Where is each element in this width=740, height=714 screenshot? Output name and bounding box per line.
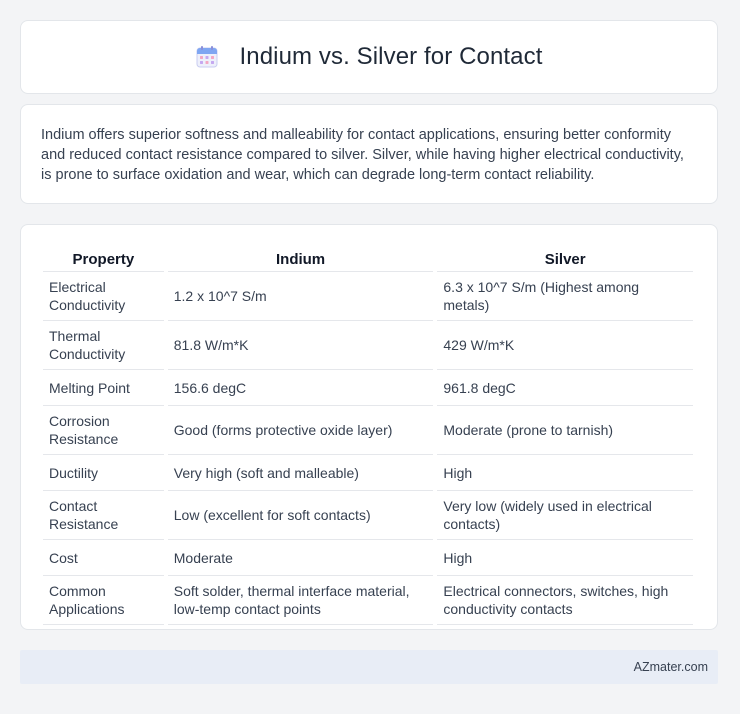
page-title: Indium vs. Silver for Contact (239, 43, 543, 70)
table-header-row (43, 245, 693, 272)
table-row (43, 321, 693, 370)
table-row (43, 406, 693, 455)
table-cell-silver: Electrical connectors, switches, high conductivity contacts (437, 576, 693, 625)
header-silver: Silver (437, 245, 693, 272)
table-cell-silver: High (437, 540, 693, 576)
table-cell-property: Melting Point (43, 370, 164, 406)
header-property: Property (43, 245, 164, 272)
footer-bar (20, 650, 718, 684)
title-row (195, 43, 542, 71)
summary-text: Indium offers superior softness and malleability for contact applications, ensuring better conformity and reduced contact resistance compared to silver. Silver, while having higher electrical conductivity, is prone to surface oxidation and wear, which can degrade long-term contact reliability. (41, 127, 684, 183)
table-row (43, 272, 693, 321)
table-cell-indium: 156.6 degC (168, 370, 434, 406)
table-row (43, 455, 693, 491)
header-indium: Indium (168, 245, 434, 272)
table-row (43, 370, 693, 406)
table-cell-property: Ductility (43, 455, 164, 491)
table-cell-indium: Soft solder, thermal interface material, low-temp contact points (168, 576, 434, 625)
comparison-table (39, 245, 697, 625)
table-cell-silver: High (437, 455, 693, 491)
table-cell-silver: 961.8 degC (437, 370, 693, 406)
summary-card (20, 104, 718, 204)
table-cell-property: Thermal Conductivity (43, 321, 164, 370)
table-cell-property: Electrical Conductivity (43, 272, 164, 321)
table-cell-silver: Moderate (prone to tarnish) (437, 406, 693, 455)
table-cell-silver: 429 W/m*K (437, 321, 693, 370)
table-cell-silver: 6.3 x 10^7 S/m (Highest among metals) (437, 272, 693, 321)
table-row (43, 491, 693, 540)
comparison-table-card (20, 224, 718, 630)
table-cell-property: Corrosion Resistance (43, 406, 164, 455)
title-card (20, 20, 718, 94)
table-cell-indium: Good (forms protective oxide layer) (168, 406, 434, 455)
table-row (43, 540, 693, 576)
table-cell-indium: Moderate (168, 540, 434, 576)
table-cell-property: Common Applications (43, 576, 164, 625)
calendar-icon (195, 45, 219, 69)
table-cell-property: Cost (43, 540, 164, 576)
table-cell-property: Contact Resistance (43, 491, 164, 540)
table-cell-silver: Very low (widely used in electrical contacts) (437, 491, 693, 540)
table-cell-indium: 1.2 x 10^7 S/m (168, 272, 434, 321)
table-cell-indium: Low (excellent for soft contacts) (168, 491, 434, 540)
table-cell-indium: Very high (soft and malleable) (168, 455, 434, 491)
table-cell-indium: 81.8 W/m*K (168, 321, 434, 370)
footer-site-name: AZmater.com (633, 660, 708, 674)
table-row (43, 576, 693, 625)
